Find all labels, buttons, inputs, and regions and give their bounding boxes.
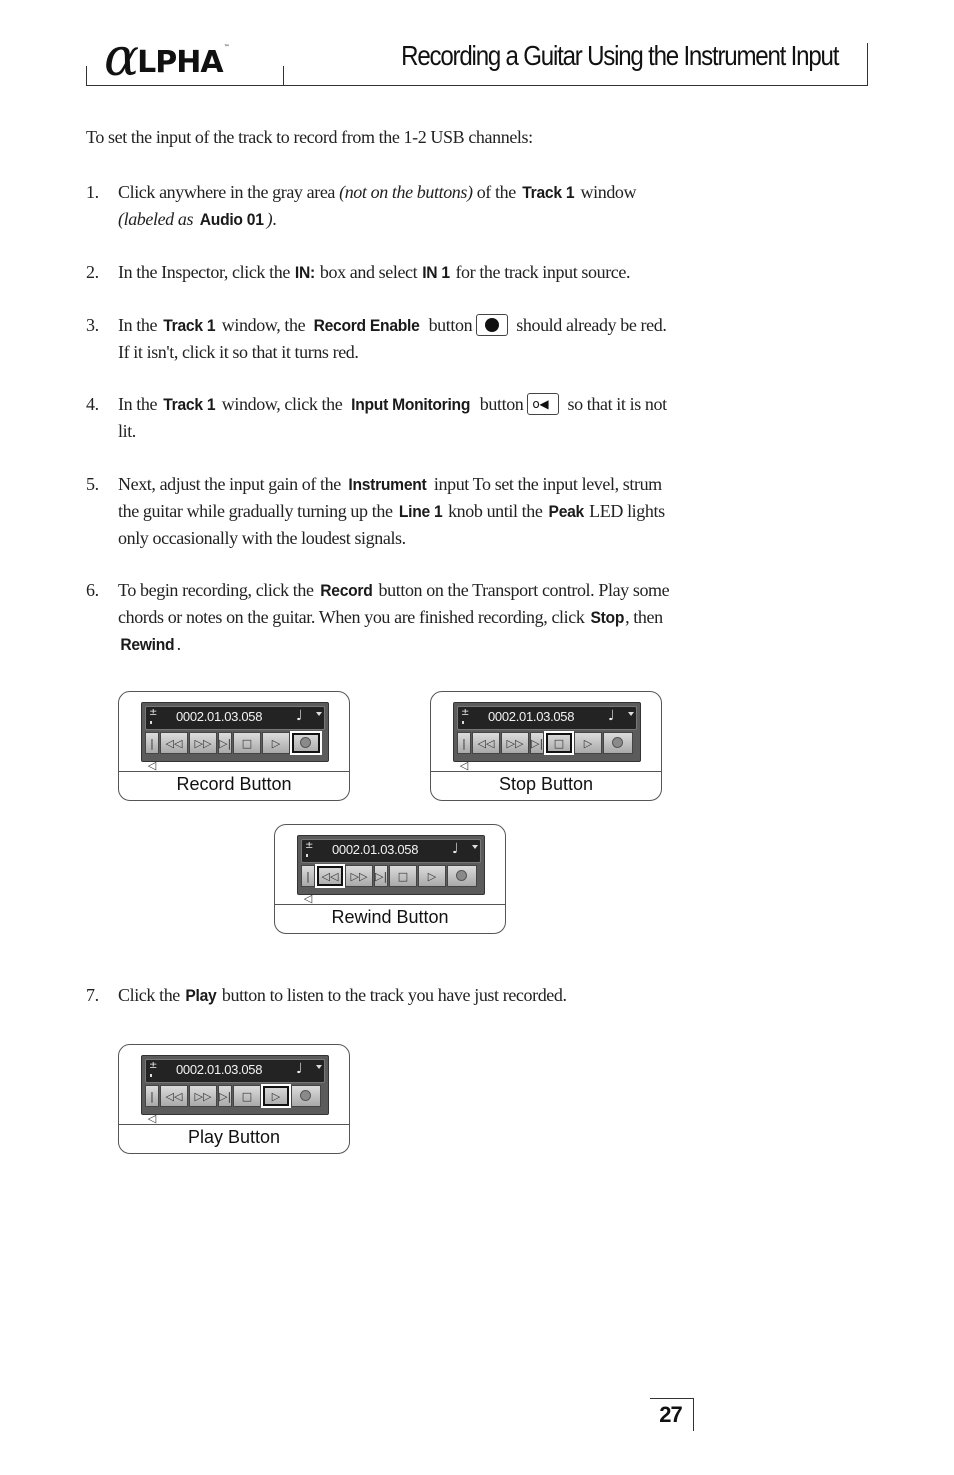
keyword-in-1: IN 1 xyxy=(422,263,451,282)
go-to-start-button: |◁ xyxy=(145,1085,159,1107)
intro-text: To set the input of the track to record from the 1-2 USB channels: xyxy=(86,127,533,147)
step-text: LED lights xyxy=(585,501,665,521)
note-icon: ♩ xyxy=(452,841,459,857)
alpha-logo xyxy=(104,28,230,88)
go-to-end-button: ▷| xyxy=(374,865,388,887)
step-number: 7. xyxy=(86,985,99,1005)
step-text: so that it is not xyxy=(563,394,667,414)
record-button-highlighted xyxy=(291,732,321,754)
figure-caption: Rewind Button xyxy=(331,907,449,927)
play-button-highlighted: ▷ xyxy=(262,1085,290,1107)
step-text: In the Inspector, click the xyxy=(118,262,295,282)
step-text-italic: (labeled as xyxy=(118,209,198,229)
step-text: box and select xyxy=(315,262,422,282)
note-icon: ♩ xyxy=(296,1061,303,1077)
keyword-line-1: Line 1 xyxy=(398,502,443,521)
record-icon xyxy=(300,1090,311,1101)
time-readout: 0002.01.03.058 xyxy=(176,1062,263,1077)
step-text: button xyxy=(424,315,473,335)
transport-screenshot xyxy=(297,835,485,905)
rewind-button: ◁◁ xyxy=(160,732,188,754)
plus-minus-icon: ± xyxy=(461,707,470,718)
step-text: lit. xyxy=(118,421,136,441)
step-body xyxy=(118,312,696,365)
page-number: 27 xyxy=(659,1402,682,1427)
step-number: 6. xyxy=(86,580,99,600)
input-monitoring-glyph: o◀ xyxy=(532,396,549,411)
step-number: 2. xyxy=(86,262,99,282)
step-text: Next, adjust the input gain of the xyxy=(118,474,345,494)
step-number: 1. xyxy=(86,182,99,202)
figure-caption: Record Button xyxy=(176,774,292,794)
header-rule xyxy=(86,85,868,86)
keyword-stop: Stop xyxy=(589,608,624,627)
fast-forward-button: ▷▷ xyxy=(501,732,529,754)
step-text: To begin recording, click the xyxy=(118,580,318,600)
transport-screenshot xyxy=(141,1055,329,1125)
play-button: ▷ xyxy=(262,732,290,754)
caption-divider xyxy=(119,1124,349,1125)
keyword-track-1: Track 1 xyxy=(522,183,575,202)
step-text: button xyxy=(475,394,524,414)
fast-forward-button: ▷▷ xyxy=(345,865,373,887)
step-text: window xyxy=(576,182,637,202)
stop-button: □ xyxy=(233,732,261,754)
record-icon xyxy=(612,737,623,748)
logo-alpha-glyph: α xyxy=(104,28,140,88)
header-rule-tick-mid xyxy=(283,66,284,85)
step-text: Click the xyxy=(118,985,184,1005)
keyword-record: Record xyxy=(319,581,373,600)
transport-buttons xyxy=(145,732,323,772)
step-text: chords or notes on the guitar. When you are finished recording, click xyxy=(118,607,589,627)
record-button xyxy=(603,732,633,754)
record-enable-icon xyxy=(476,314,508,336)
keyword-track-1: Track 1 xyxy=(163,316,216,335)
transport-buttons xyxy=(457,732,635,772)
figure-caption: Stop Button xyxy=(498,774,594,794)
plus-minus-icon: ± xyxy=(305,840,314,851)
figure-play-button xyxy=(118,1044,350,1154)
keyword-instrument: Instrument xyxy=(348,475,427,494)
dropdown-caret-icon xyxy=(316,1065,322,1069)
stop-button-highlighted: □ xyxy=(545,732,573,754)
dropdown-caret-icon xyxy=(628,712,634,716)
rewind-button: ◁◁ xyxy=(160,1085,188,1107)
transport-screenshot xyxy=(453,702,641,772)
go-to-start-button: |◁ xyxy=(457,732,471,754)
stop-button: □ xyxy=(389,865,417,887)
step-text: button on the Transport control. Play some xyxy=(374,580,670,600)
step-number: 3. xyxy=(86,315,99,335)
step-body xyxy=(118,179,696,233)
step-text: should already be red. xyxy=(512,315,667,335)
step-text: knob until the xyxy=(443,501,547,521)
step-number: 5. xyxy=(86,474,99,494)
time-readout: 0002.01.03.058 xyxy=(176,709,263,724)
keyword-record-enable: Record Enable xyxy=(313,316,420,335)
dropdown-caret-icon xyxy=(472,845,478,849)
step-text: Click anywhere in the gray area xyxy=(118,182,340,202)
go-to-start-button: |◁ xyxy=(145,732,159,754)
step-text: . xyxy=(272,209,277,229)
figure-caption: Play Button xyxy=(187,1127,281,1147)
figure-record-button xyxy=(118,691,350,801)
fast-forward-button: ▷▷ xyxy=(189,1085,217,1107)
transport-screenshot xyxy=(141,702,329,772)
step-text: In the xyxy=(118,394,162,414)
go-to-end-button: ▷| xyxy=(530,732,544,754)
step-text: only occasionally with the loudest signals. xyxy=(118,528,406,548)
step-text: input To set the input level, strum xyxy=(429,474,662,494)
step-body xyxy=(118,471,696,551)
dropdown-caret-icon xyxy=(316,712,322,716)
step-text-italic: ) xyxy=(266,209,273,229)
caption-divider xyxy=(119,771,349,772)
input-monitoring-icon xyxy=(527,393,559,415)
step-text: of the xyxy=(472,182,520,202)
step-text: button to listen to the track you have just recorded. xyxy=(217,985,567,1005)
step-body xyxy=(118,982,696,1009)
figure-stop-button xyxy=(430,691,662,801)
plus-minus-icon: ± xyxy=(149,1060,158,1071)
step-body xyxy=(118,259,696,286)
step-text: window, the xyxy=(217,315,310,335)
keyword-play: Play xyxy=(185,986,217,1005)
record-icon xyxy=(456,870,467,881)
step-text: for the track input source. xyxy=(451,262,631,282)
go-to-end-button: ▷| xyxy=(218,1085,232,1107)
step-text-italic: (not on the buttons) xyxy=(339,182,473,202)
transport-buttons xyxy=(301,865,479,905)
note-icon: ♩ xyxy=(608,708,615,724)
step-body xyxy=(118,391,696,444)
record-button xyxy=(291,1085,321,1107)
step-body xyxy=(118,577,696,658)
go-to-end-button: ▷| xyxy=(218,732,232,754)
step-text: , then xyxy=(625,607,663,627)
keyword-audio-01: Audio 01 xyxy=(199,210,264,229)
figure-rewind-button xyxy=(274,824,506,934)
record-button xyxy=(447,865,477,887)
step-number: 4. xyxy=(86,394,99,414)
note-icon: ♩ xyxy=(296,708,303,724)
step-text: In the xyxy=(118,315,162,335)
keyword-peak: Peak xyxy=(548,502,584,521)
stop-button: □ xyxy=(233,1085,261,1107)
transport-time-display xyxy=(145,1059,325,1083)
rewind-button-highlighted: ◁◁ xyxy=(316,865,344,887)
keyword-input-monitoring: Input Monitoring xyxy=(351,395,471,414)
time-readout: 0002.01.03.058 xyxy=(488,709,575,724)
play-button: ▷ xyxy=(418,865,446,887)
logo-trademark: ™ xyxy=(223,44,230,51)
step-text: . xyxy=(176,634,181,654)
play-button: ▷ xyxy=(574,732,602,754)
go-to-start-button: |◁ xyxy=(301,865,315,887)
fast-forward-button: ▷▷ xyxy=(189,732,217,754)
caption-divider xyxy=(431,771,661,772)
transport-time-display xyxy=(301,839,481,863)
rewind-button: ◁◁ xyxy=(472,732,500,754)
time-readout: 0002.01.03.058 xyxy=(332,842,419,857)
record-icon xyxy=(300,737,311,748)
step-text: If it isn't, click it so that it turns red. xyxy=(118,342,359,362)
plus-minus-icon: ± xyxy=(149,707,158,718)
keyword-in: IN: xyxy=(294,263,315,282)
logo-text: LPHA xyxy=(137,45,223,80)
page-title: Recording a Guitar Using the Instrument Input xyxy=(400,40,838,71)
transport-buttons xyxy=(145,1085,323,1125)
keyword-rewind: Rewind xyxy=(120,635,175,654)
step-text: the guitar while gradually turning up the xyxy=(118,501,397,521)
step-text: window, click the xyxy=(217,394,347,414)
header-rule-tick-left xyxy=(86,66,87,85)
transport-time-display xyxy=(457,706,637,730)
header-rule-tick-right xyxy=(867,43,868,85)
keyword-track-1: Track 1 xyxy=(163,395,216,414)
transport-time-display xyxy=(145,706,325,730)
caption-divider xyxy=(275,904,505,905)
